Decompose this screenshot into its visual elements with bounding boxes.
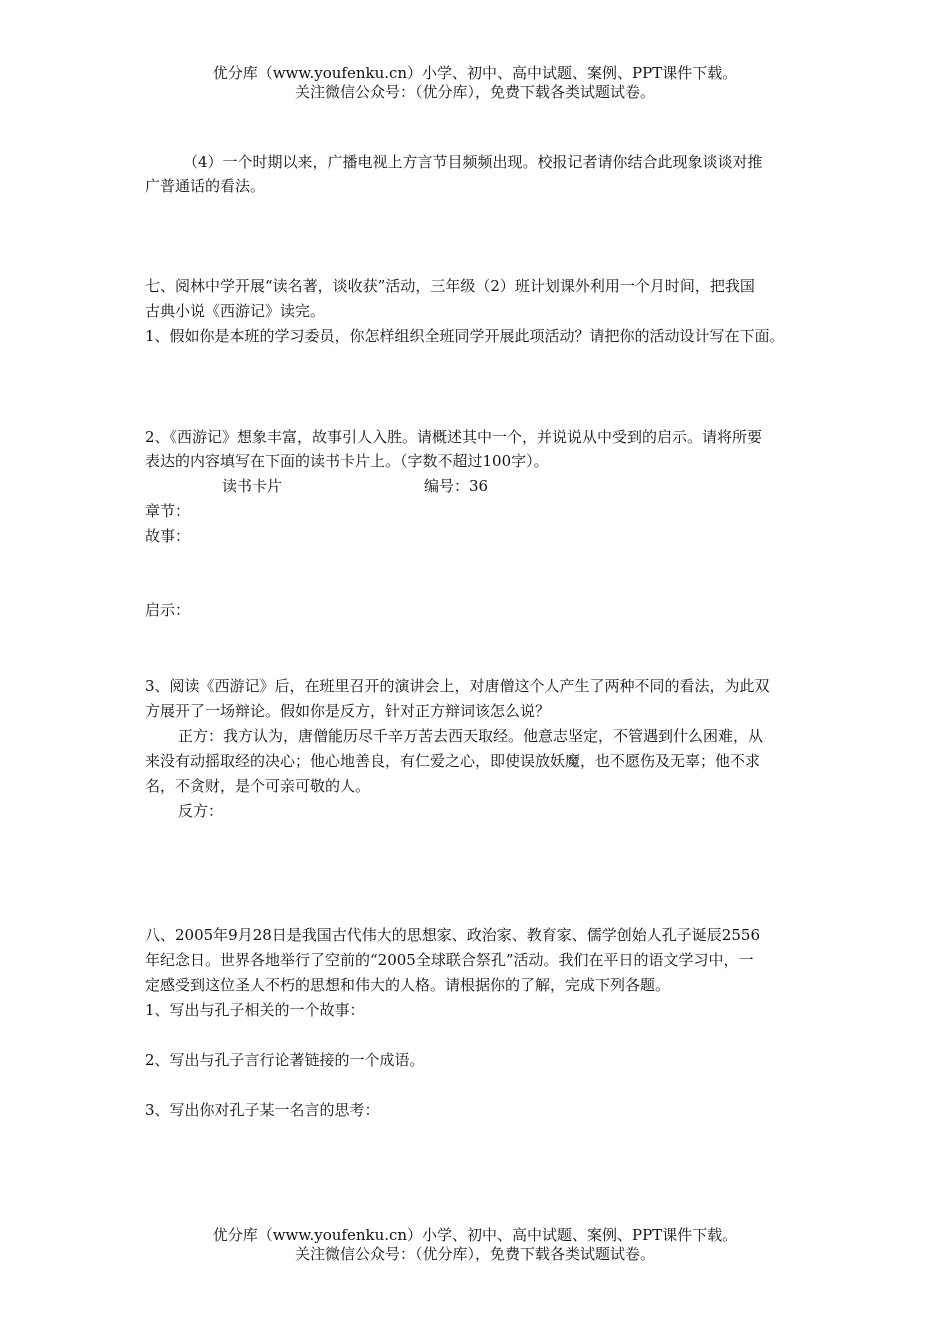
pro-side-line-1: 正方：我方认为，唐僧能历尽千辛万苦去西天取经。他意志坚定，不管遇到什么困难，从 [178, 727, 764, 745]
question-8-intro-line-3: 定感受到这位圣人不朽的思想和伟大的人格。请根据你的了解，完成下列各题。 [145, 976, 671, 994]
question-8-item-2: 2、写出与孔子言行论著链接的一个成语。 [145, 1051, 425, 1069]
question-7-intro-line-1: 七、阅林中学开展“读名著，谈收获”活动，三年级（2）班计划课外利用一个月时间，把我国 [145, 277, 755, 295]
question-7-item-3-line-1: 3、阅读《西游记》后，在班里召开的演讲会上，对唐僧这个人产生了两种不同的看法，为此双 [145, 677, 770, 695]
reading-card-title: 读书卡片 [222, 477, 283, 495]
question-7-intro-line-2: 古典小说《西游记》读完。 [145, 302, 326, 320]
question-7-item-2-line-2: 表达的内容填写在下面的读书卡片上。（字数不超过100字）。 [145, 452, 549, 470]
chapter-label: 章节： [145, 502, 191, 520]
page-footer [0, 1226, 950, 1264]
question-8-item-1: 1、写出与孔子相关的一个故事： [145, 1001, 365, 1019]
footer-line-2: 关注微信公众号：（优分库），免费下载各类试题试卷。 [294, 1245, 655, 1263]
header-line-1: 优分库（www.youfenku.cn）小学、初中、高中试题、案例、PPT课件下载。 [212, 64, 738, 82]
question-6-4-line-1: （4）一个时期以来，广播电视上方言节目频频出现。校报记者请你结合此现象谈谈对推 [183, 153, 763, 171]
question-6-4-line-2: 广普通话的看法。 [145, 177, 266, 195]
insight-label: 启示： [145, 601, 191, 619]
question-8-intro-line-2: 年纪念日。世界各地举行了空前的“2005全球联合祭孔”活动。我们在平日的语文学习中，一 [145, 951, 754, 969]
con-side-label: 反方： [178, 802, 224, 820]
question-8-intro-line-1: 八、2005年9月28日是我国古代伟大的思想家、政治家、教育家、儒学创始人孔子诞辰2556 [145, 926, 760, 944]
pro-side-line-3: 名，不贪财，是个可亲可敬的人。 [145, 777, 371, 795]
question-8-item-3: 3、写出你对孔子某一名言的思考： [145, 1101, 380, 1119]
pro-side-line-2: 来没有动摇取经的决心；他心地善良，有仁爱之心，即使误放妖魔，也不愿伤及无辜；他不求 [145, 752, 761, 770]
footer-line-1: 优分库（www.youfenku.cn）小学、初中、高中试题、案例、PPT课件下载。 [212, 1226, 738, 1244]
header-line-2: 关注微信公众号：（优分库），免费下载各类试题试卷。 [294, 83, 655, 101]
question-7-item-3-line-2: 方展开了一场辩论。假如你是反方，针对正方辩词该怎么说？ [145, 702, 551, 720]
reading-card-number: 编号：36 [424, 477, 489, 495]
page-header [0, 64, 950, 102]
question-7-item-2-line-1: 2、《西游记》想象丰富，故事引人入胜。请概述其中一个，并说说从中受到的启示。请将所要 [145, 428, 763, 446]
story-label: 故事： [145, 527, 191, 545]
question-7-item-1: 1、假如你是本班的学习委员，你怎样组织全班同学开展此项活动？请把你的活动设计写在下面。 [145, 327, 785, 345]
